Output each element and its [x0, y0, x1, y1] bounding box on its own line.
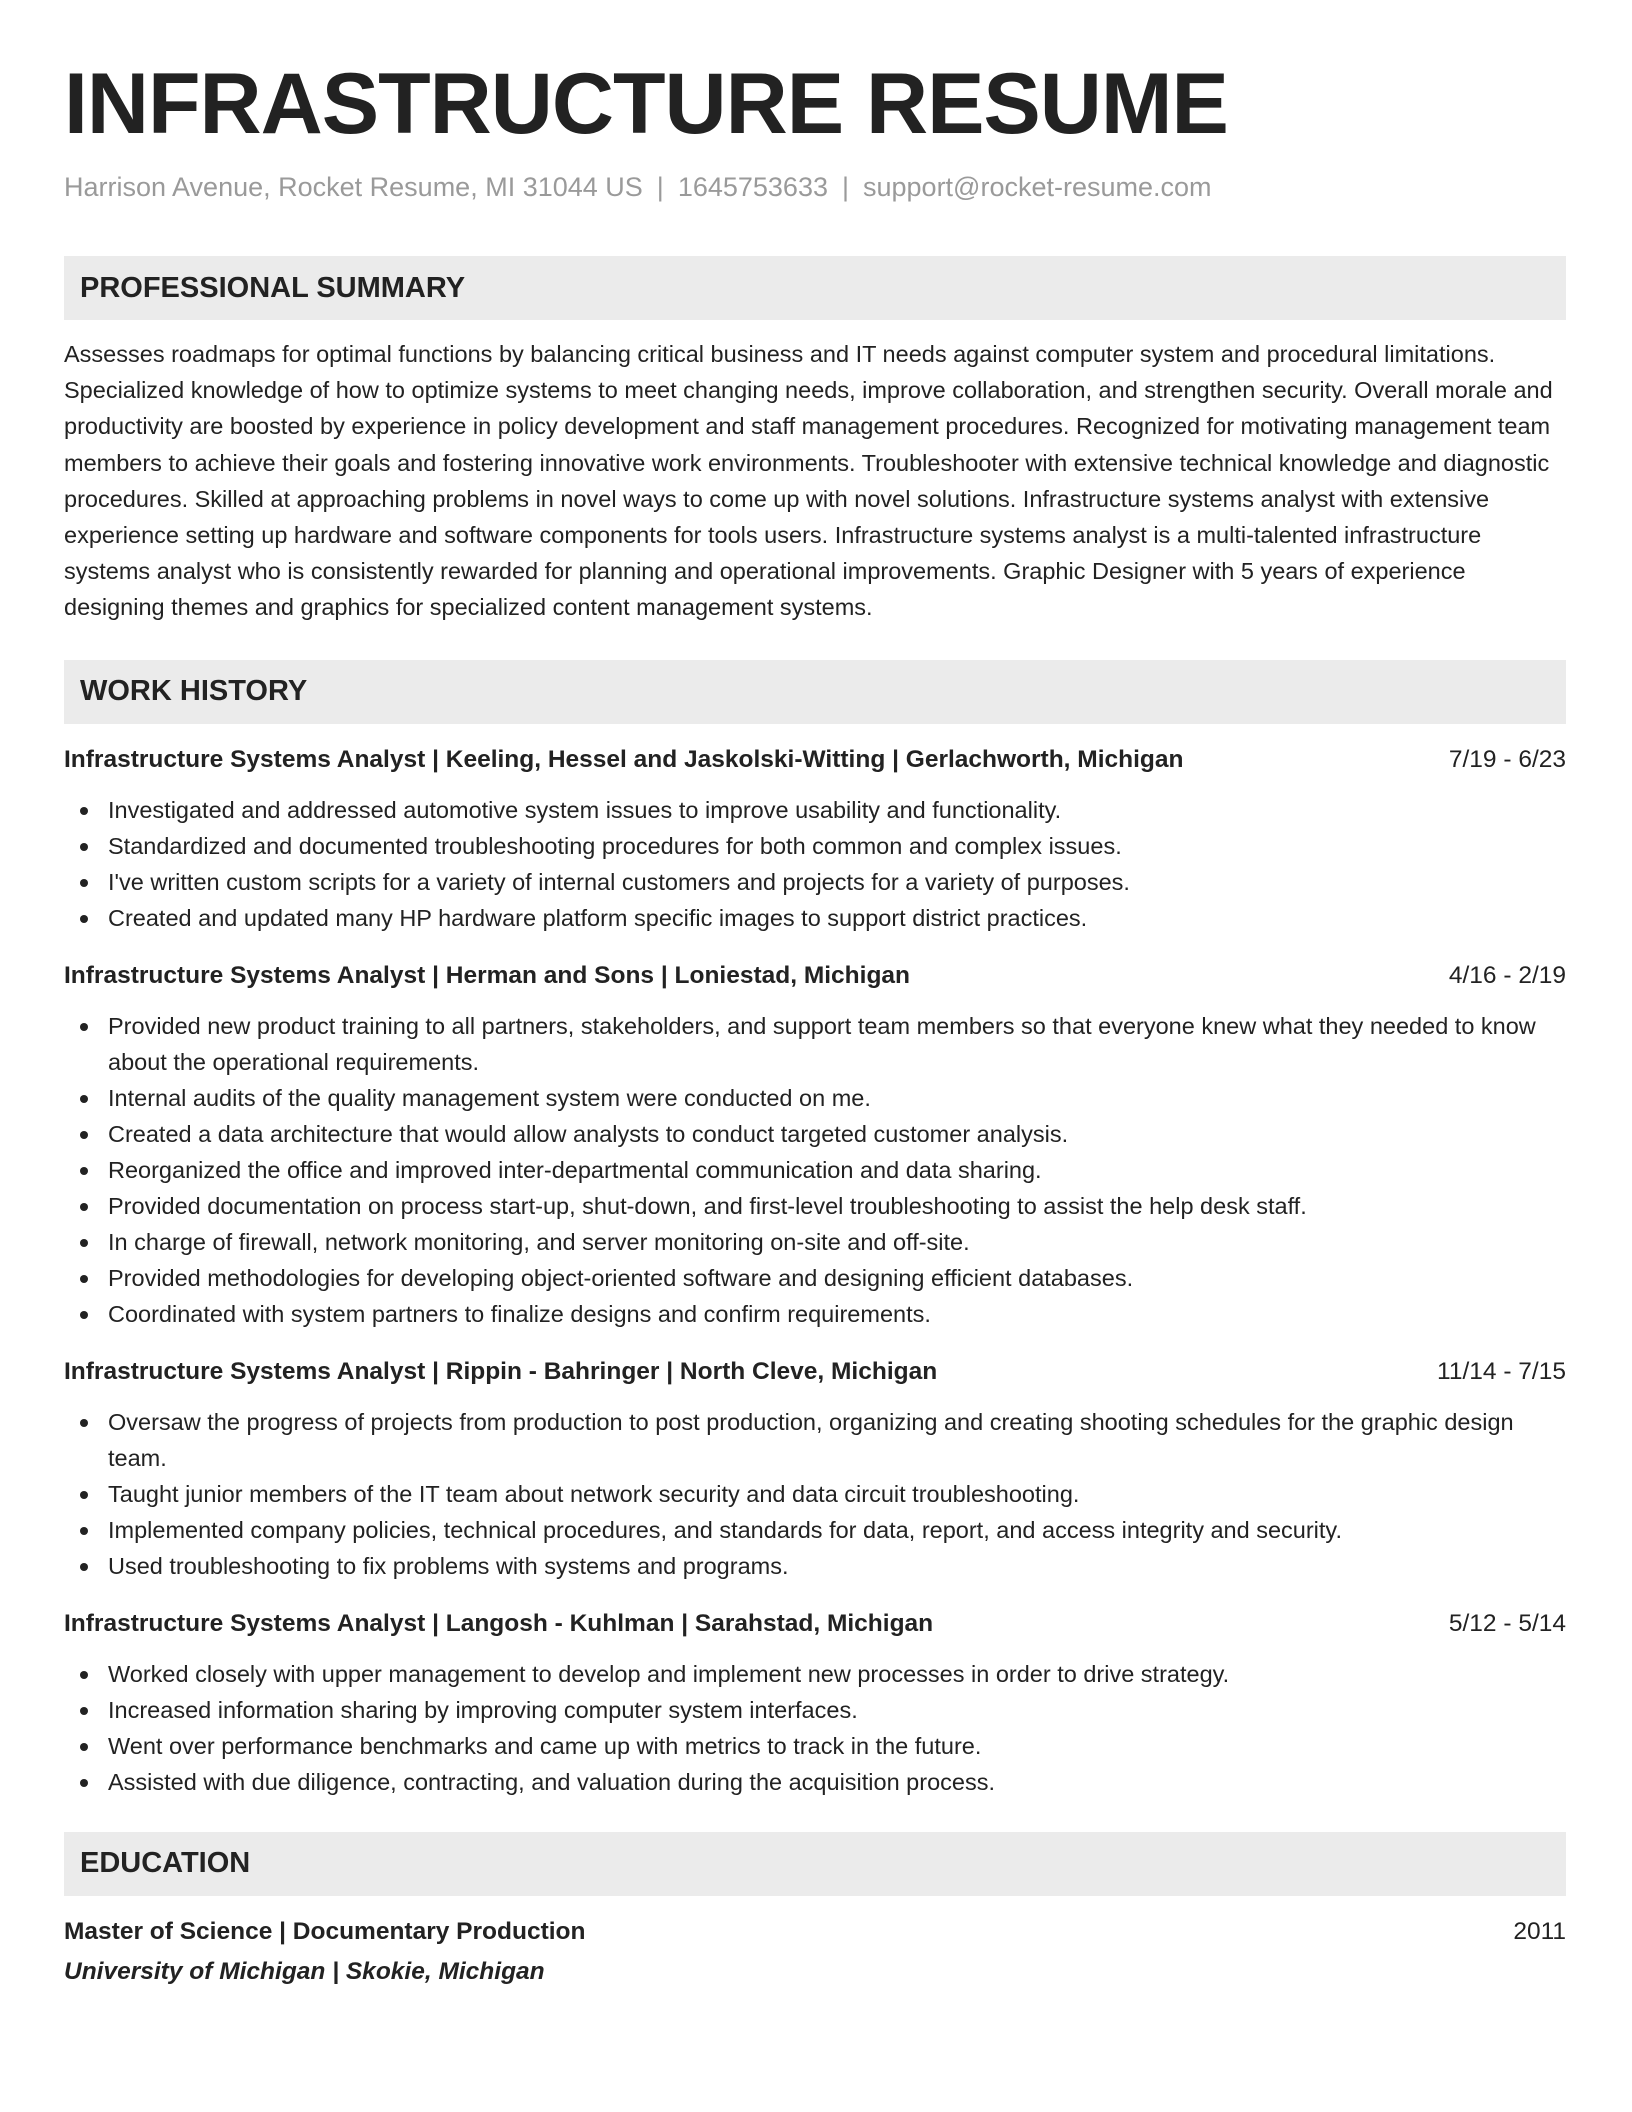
- job-title: Infrastructure Systems Analyst | Rippin - Bahringer | North Cleve, Michigan: [64, 1357, 938, 1385]
- bullet-dot: [80, 1311, 88, 1319]
- section-header-education: [64, 1832, 1566, 1896]
- job-entry: [64, 742, 1566, 936]
- job-bullet: [64, 828, 1566, 864]
- education-entry: [64, 1914, 1566, 1990]
- bullet-dot: [80, 1527, 88, 1535]
- job-bullet-list: [64, 1404, 1566, 1584]
- job-bullet-text: Investigated and addressed automotive system issues to improve usability and functionality.: [108, 796, 1062, 823]
- job-bullet-text: Taught junior members of the IT team about network security and data circuit troubleshooting.: [108, 1480, 1080, 1507]
- job-bullet: [64, 864, 1566, 900]
- job-dates: 11/14 - 7/15: [1437, 1357, 1566, 1385]
- section-heading: EDUCATION: [80, 1847, 251, 1880]
- job-dates: 7/19 - 6/23: [1448, 745, 1566, 773]
- job-bullet-text: Used troubleshooting to fix problems with systems and programs.: [108, 1552, 789, 1579]
- job-bullet-text: Implemented company policies, technical procedures, and standards for data, report, and access integrity and security.: [108, 1516, 1342, 1543]
- job-bullet: [64, 1548, 1566, 1584]
- job-bullet: [64, 1260, 1566, 1296]
- job-bullet: [64, 1116, 1566, 1152]
- job-title: Infrastructure Systems Analyst | Herman and Sons | Loniestad, Michigan: [64, 961, 911, 989]
- job-bullet: [64, 1188, 1566, 1224]
- job-bullet: [64, 1764, 1566, 1800]
- job-header: [64, 958, 1566, 994]
- job-bullet-list: [64, 1008, 1566, 1332]
- bullet-dot: [80, 1203, 88, 1211]
- job-title: Infrastructure Systems Analyst | Langosh - Kuhlman | Sarahstad, Michigan: [64, 1609, 934, 1637]
- section-heading: WORK HISTORY: [80, 675, 308, 708]
- job-bullet: [64, 1008, 1566, 1080]
- job-header: [64, 742, 1566, 778]
- summary-text: Assesses roadmaps for optimal functions by balancing critical business and IT needs against computer system and procedural limitations. Specialized knowledge of how to optimize systems to meet changing needs, improve collaboration, and strengthen security. Overall morale and productivity are boosted by experience in policy development and staff management procedures. Recognized for motivating management team members to achieve their goals and fostering innovative work environments. Troubleshooter with extensive technical knowledge and diagnostic procedures. Skilled at approaching problems in novel ways to come up with novel solutions. Infrastructure systems analyst with extensive experience setting up hardware and software components for tools users. Infrastructure systems analyst is a multi-talented infrastructure systems analyst who is consistently rewarded for planning and operational improvements. Graphic Designer with 5 years of experience designing themes and graphics for specialized content management systems.: [64, 341, 1553, 621]
- bullet-dot: [80, 1563, 88, 1571]
- job-bullet-text: Assisted with due diligence, contracting, and valuation during the acquisition process.: [108, 1768, 995, 1795]
- job-bullet-text: Went over performance benchmarks and came up with metrics to track in the future.: [108, 1732, 982, 1759]
- bullet-dot: [80, 1095, 88, 1103]
- job-bullet-text: In charge of firewall, network monitoring, and server monitoring on-site and off-site.: [108, 1228, 970, 1255]
- job-entry: [64, 1354, 1566, 1584]
- job-bullet-text: Internal audits of the quality management system were conducted on me.: [108, 1084, 871, 1111]
- bullet-dot: [80, 1167, 88, 1175]
- job-bullet-text: Provided new product training to all partners, stakeholders, and support team members so that everyone knew what they needed to know about the operational requirements.: [108, 1012, 1536, 1075]
- education-header: [64, 1914, 1566, 1950]
- job-bullet-text: Created a data architecture that would allow analysts to conduct targeted customer analysis.: [108, 1120, 1069, 1147]
- job-bullet-text: Oversaw the progress of projects from production to post production, organizing and creating shooting schedules for the graphic design team.: [108, 1408, 1514, 1471]
- job-entry: [64, 958, 1566, 1332]
- bullet-dot: [80, 1239, 88, 1247]
- job-title: Infrastructure Systems Analyst | Keeling, Hessel and Jaskolski-Witting | Gerlachworth, Michigan: [64, 745, 1184, 773]
- job-header: [64, 1354, 1566, 1390]
- contact-phone: 1645753633: [677, 172, 828, 202]
- bullet-dot: [80, 1707, 88, 1715]
- resume-page: [64, 0, 1566, 1990]
- job-bullet-text: Provided documentation on process start-up, shut-down, and first-level troubleshooting to assist the help desk staff.: [108, 1192, 1307, 1219]
- job-bullet: [64, 1728, 1566, 1764]
- job-bullet: [64, 1656, 1566, 1692]
- contact-line: [64, 170, 1566, 204]
- job-bullet-text: Reorganized the office and improved inter-departmental communication and data sharing.: [108, 1156, 1042, 1183]
- job-bullet: [64, 1296, 1566, 1332]
- section-header-professional-summary: [64, 256, 1566, 320]
- bullet-dot: [80, 1023, 88, 1031]
- job-bullet-text: Increased information sharing by improving computer system interfaces.: [108, 1696, 858, 1723]
- education-school: University of Michigan | Skokie, Michigan: [64, 1957, 545, 1985]
- section-heading: PROFESSIONAL SUMMARY: [80, 271, 466, 304]
- job-bullet-text: Created and updated many HP hardware platform specific images to support district practices.: [108, 904, 1088, 931]
- contact-separator: |: [656, 172, 664, 202]
- job-bullet-text: Worked closely with upper management to develop and implement new processes in order to drive strategy.: [108, 1660, 1230, 1687]
- contact-email: support@rocket-resume.com: [863, 172, 1212, 202]
- job-bullet: [64, 1404, 1566, 1476]
- bullet-dot: [80, 1419, 88, 1427]
- job-bullet: [64, 1080, 1566, 1116]
- bullet-dot: [80, 1131, 88, 1139]
- job-bullet-text: Provided methodologies for developing object-oriented software and designing efficient databases.: [108, 1264, 1134, 1291]
- job-bullet: [64, 900, 1566, 936]
- bullet-dot: [80, 1743, 88, 1751]
- job-bullet: [64, 792, 1566, 828]
- job-bullet-text: Standardized and documented troubleshooting procedures for both common and complex issues.: [108, 832, 1122, 859]
- job-bullet: [64, 1512, 1566, 1548]
- resume-title: INFRASTRUCTURE RESUME: [64, 56, 1228, 152]
- bullet-dot: [80, 1671, 88, 1679]
- job-entry: [64, 1606, 1566, 1800]
- bullet-dot: [80, 915, 88, 923]
- bullet-dot: [80, 1275, 88, 1283]
- job-bullet-text: Coordinated with system partners to finalize designs and confirm requirements.: [108, 1300, 931, 1327]
- bullet-dot: [80, 1491, 88, 1499]
- contact-address: Harrison Avenue, Rocket Resume, MI 31044 US: [64, 172, 643, 202]
- contact-separator: |: [841, 172, 849, 202]
- bullet-dot: [80, 807, 88, 815]
- job-bullet: [64, 1476, 1566, 1512]
- job-header: [64, 1606, 1566, 1642]
- bullet-dot: [80, 1779, 88, 1787]
- bullet-dot: [80, 879, 88, 887]
- job-bullet: [64, 1152, 1566, 1188]
- bullet-dot: [80, 843, 88, 851]
- job-bullet-text: I've written custom scripts for a variety of internal customers and projects for a variety of purposes.: [108, 868, 1130, 895]
- job-dates: 5/12 - 5/14: [1448, 1609, 1566, 1637]
- education-year: 2011: [1513, 1917, 1566, 1945]
- job-bullet: [64, 1224, 1566, 1260]
- section-header-work-history: [64, 660, 1566, 724]
- education-degree: Master of Science | Documentary Production: [64, 1917, 586, 1945]
- job-bullet-list: [64, 792, 1566, 936]
- job-bullet: [64, 1692, 1566, 1728]
- job-dates: 4/16 - 2/19: [1448, 961, 1566, 989]
- job-bullet-list: [64, 1656, 1566, 1800]
